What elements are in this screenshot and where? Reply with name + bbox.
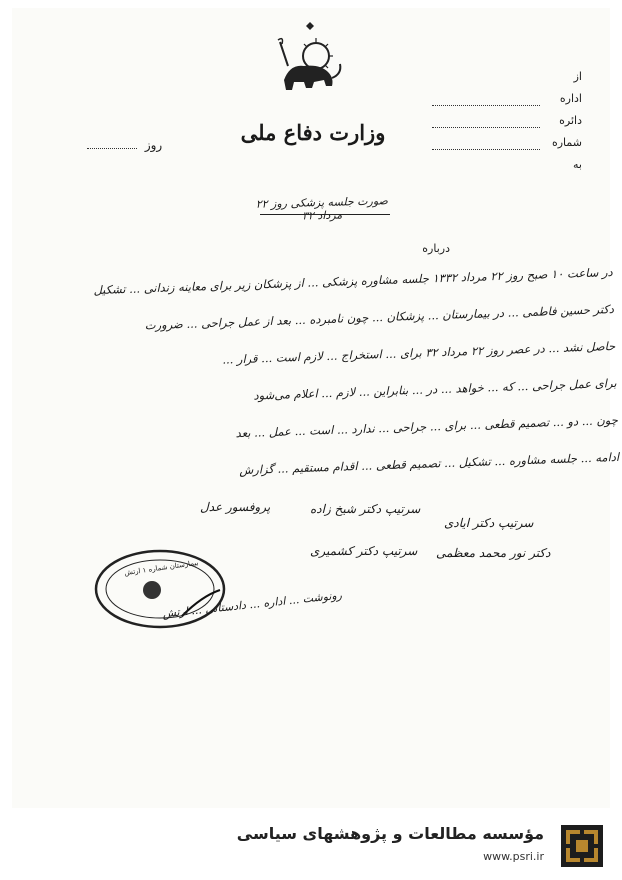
- body-line: در ساعت ۱۰ صبح روز ۲۲ مرداد ۱۳۳۲ جلسه مشاوره پزشکی ... از پزشکان زیر برای معاینه زندانی ... تشکیل: [93, 264, 613, 298]
- signature-sheikhzadeh: سرتیپ دکتر شیخ زاده: [310, 502, 421, 516]
- body-line: دکتر حسین فاطمی ... در بیمارستان ... پزشکان ... چون نامبرده ... بعد از عمل جراحی ... ضرورت: [144, 301, 615, 333]
- signature-ayadi: سرتیپ دکتر ایادی: [444, 516, 534, 530]
- division-label: دائره: [559, 114, 582, 127]
- number-line: [432, 149, 540, 150]
- from-label: از: [573, 70, 582, 83]
- letter-subject: صورت جلسه پزشکی روز ۲۲ مرداد ۳۲: [255, 194, 389, 223]
- institute-url[interactable]: www.psri.ir: [483, 850, 544, 863]
- letter-body: [52, 254, 619, 495]
- signature-keshmiri: سرتیپ دکتر کشمیری: [310, 544, 418, 558]
- body-line: حاصل نشد ... در عصر روز ۲۲ مرداد ۳۲ برای ... استخراج ... لازم است ... قرار ...: [222, 338, 616, 367]
- from-field: [432, 66, 582, 88]
- body-line: برای عمل جراحی ... که ... خواهد ... در ... بنابراین ... لازم ... اعلام می‌شود: [253, 375, 617, 403]
- department-label: اداره: [559, 92, 582, 105]
- number-field: [432, 132, 582, 154]
- signature-adl: پروفسور عدل: [200, 500, 271, 514]
- signature-moazzami: دکتر نور محمد معظمی: [436, 546, 551, 560]
- ministry-title: وزارت دفاع ملی: [240, 120, 386, 145]
- to-label: به: [573, 158, 582, 171]
- division-field: [432, 110, 582, 132]
- institute-logo-icon: [560, 824, 604, 868]
- stamp-text: بیمارستان شماره ۱ ارتش: [123, 558, 199, 578]
- letter-page: [12, 8, 620, 808]
- body-line: ادامه ... جلسه مشاوره ... تشکیل ... تصمیم قطعی ... اقدام مستقیم ... گزارش: [238, 449, 620, 478]
- department-field: [432, 88, 582, 110]
- institute-name: مؤسسه مطالعات و پژوهشهای سیاسی: [236, 824, 544, 843]
- day-label: روز: [87, 138, 162, 152]
- number-label: شماره: [551, 136, 582, 149]
- regarding-label: درباره: [422, 242, 450, 255]
- to-field: [432, 154, 582, 176]
- department-line: [432, 105, 540, 106]
- footer-banner: [0, 810, 622, 880]
- subject-underline: [260, 214, 390, 215]
- letterhead-fields: [432, 66, 582, 176]
- body-line: چون ... دو ... تصمیم قطعی ... برای ... جراحی ... ندارد ... است ... عمل ... بعد: [235, 412, 619, 441]
- lion-and-sun-emblem-icon: [270, 20, 348, 100]
- closing-note: رونوشت ... اداره ... دادستانی ... ارتش: [161, 588, 343, 621]
- official-stamp-icon: [92, 546, 228, 632]
- division-line: [432, 127, 540, 128]
